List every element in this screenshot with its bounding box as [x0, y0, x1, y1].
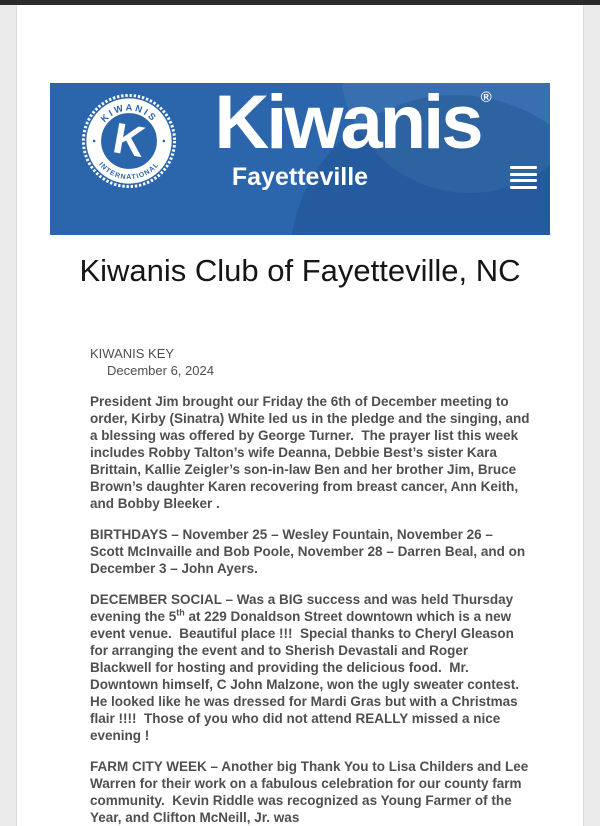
- seal-top-text: KIWANIS: [98, 102, 160, 125]
- registered-trademark-symbol: ®: [480, 89, 492, 106]
- club-name-subtitle: Fayetteville: [231, 163, 369, 191]
- kiwanis-wordmark: [168, 83, 538, 165]
- seal-center-letter: K: [109, 114, 149, 168]
- ordinal-superscript: th: [176, 607, 185, 618]
- email-page: [16, 5, 584, 826]
- brand-name: Kiwanis: [214, 83, 481, 165]
- seal-bottom-text: INTERNATIONAL: [97, 161, 161, 182]
- page-title: Kiwanis Club of Fayetteville, NC: [79, 253, 521, 288]
- newsletter-paragraph-december-social: DECEMBER SOCIAL – Was a BIG success and was held Thursday evening the 5th at 229 Donaldson Street downtown which is a new event venue. Beautiful place !!! Special thanks to Cheryl Gleason for arranging the event and to Sherish Devastali and Roger Blackwell for hosting and providing the delicious food. Mr. Downtown himself, C John Malzone, won the ugly sweater contest. He looked like he was dressed for Mardi Gras but with a Christmas flair !!!! Those of you who did not attend REALLY missed a nice evening !: [90, 592, 527, 743]
- newsletter-paragraph-president: President Jim brought our Friday the 6th of December meeting to order, Kirby (Sinatra) White led us in the pledge and the singing, and a blessing was offered by George Turner. The prayer list this week includes Robby Talton’s wife Deanna, Debbie Best’s sister Kara Brittain, Kallie Zeigler’s son-in-law Ben and her brother Jim, Bruce Brown’s daughter Karen recovering from breast cancer, Ann Keith, and Bobby Bleeker .: [90, 394, 534, 511]
- newsletter-body: [90, 345, 534, 826]
- kiwanis-header-banner: [50, 83, 550, 235]
- newsletter-masthead: KIWANIS KEY: [90, 346, 175, 361]
- newsletter-paragraph-farm-city-week: FARM CITY WEEK – Another big Thank You to Lisa Childers and Lee Warren for their work on a fabulous celebration for our county farm community. Kevin Riddle was recognized as Young Farmer of the Year, and Clifton McNeill, Jr. was: [90, 759, 533, 825]
- newsletter-issue-date: December 6, 2024: [107, 363, 214, 378]
- newsletter-paragraph-birthdays: BIRTHDAYS – November 25 – Wesley Fountain, November 26 – Scott McInvaille and Bob Poole, November 28 – Darren Beal, and on December 3 – John Ayers.: [90, 527, 529, 576]
- hamburger-menu-icon[interactable]: [510, 166, 537, 192]
